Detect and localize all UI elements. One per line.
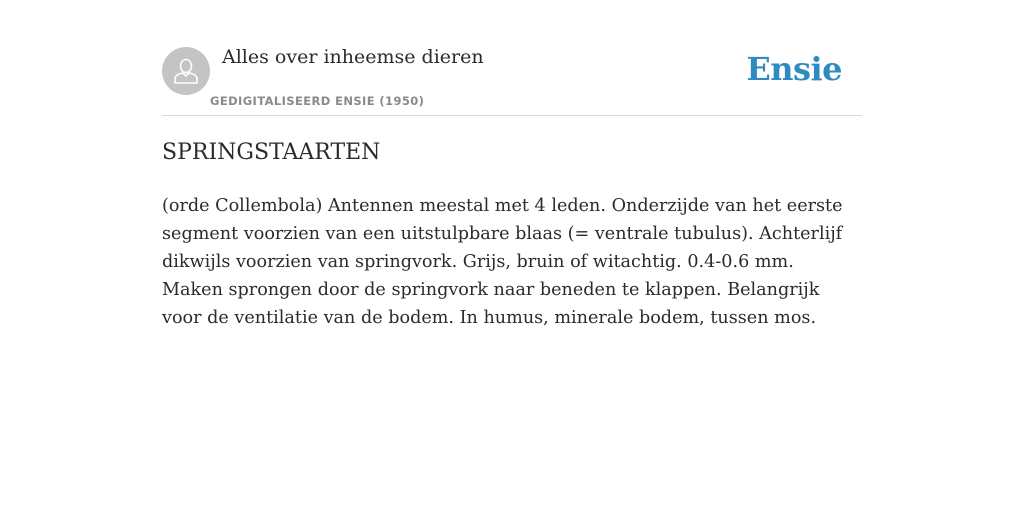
header <box>162 0 862 116</box>
entry-body: (orde Collembola) Antennen meestal met 4 leden. Onderzijde van het eerste segment voorzien van een uitstulpbare blaas (= ventrale tubulus). Achterlijf dikwijls voorzien van springvork. Grijs, bruin of witachtig. 0.4-0.6 mm. Maken sprongen door de springvork naar beneden te klappen. Belangrijk voor de ventilatie van de bodem. In humus, minerale bodem, tussen mos. <box>162 196 843 328</box>
entry-title: SPRINGSTAARTEN <box>162 140 381 165</box>
avatar[interactable] <box>162 47 210 95</box>
source-title-link[interactable]: Alles over inheemse dieren <box>222 46 484 68</box>
source-subtitle: GEDIGITALISEERD ENSIE (1950) <box>210 94 425 108</box>
ensie-logo[interactable]: Ensie <box>746 50 842 88</box>
user-outline-icon <box>173 57 199 85</box>
